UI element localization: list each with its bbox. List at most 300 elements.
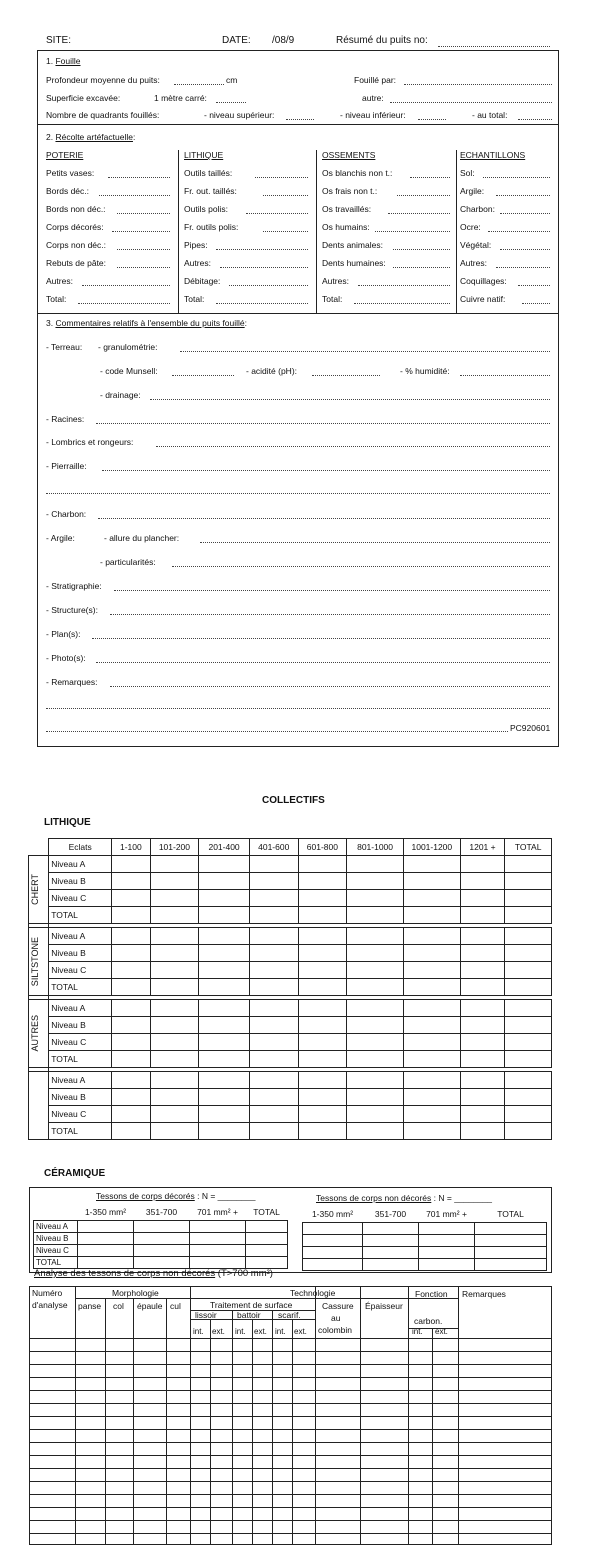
data-cell[interactable]: [403, 907, 460, 924]
data-cell[interactable]: [505, 1089, 552, 1106]
niveau-sup-label: - niveau supérieur:: [204, 110, 275, 120]
data-cell[interactable]: [460, 1123, 505, 1140]
form-code: PC920601: [510, 723, 551, 733]
data-cell[interactable]: [505, 890, 552, 907]
data-cell[interactable]: [363, 1223, 419, 1235]
table-row: [29, 1051, 552, 1068]
data-cell[interactable]: [505, 1106, 552, 1123]
data-cell[interactable]: [303, 1247, 363, 1259]
data-cell[interactable]: [249, 1072, 298, 1089]
data-cell[interactable]: [150, 856, 199, 873]
data-cell[interactable]: [475, 1259, 547, 1271]
recolte-item-field[interactable]: [112, 231, 170, 232]
data-cell[interactable]: [112, 1089, 151, 1106]
allure-field[interactable]: [200, 542, 550, 543]
au-total-label: - au total:: [472, 110, 508, 120]
data-cell[interactable]: [419, 1235, 475, 1247]
data-cell[interactable]: [246, 1233, 288, 1245]
data-cell[interactable]: [505, 1123, 552, 1140]
ext-label: ext.: [435, 1327, 448, 1336]
data-cell[interactable]: [112, 1051, 151, 1068]
data-cell[interactable]: [249, 1051, 298, 1068]
data-cell[interactable]: [199, 907, 250, 924]
data-cell[interactable]: [303, 1223, 363, 1235]
resume-field[interactable]: [438, 46, 550, 47]
data-cell[interactable]: [298, 1123, 347, 1140]
superficie-field[interactable]: [216, 102, 246, 103]
pierraille-field-2[interactable]: [46, 493, 550, 494]
data-cell[interactable]: [249, 890, 298, 907]
recolte-item-field[interactable]: [263, 195, 308, 196]
recolte-item-field[interactable]: [410, 177, 450, 178]
data-cell[interactable]: [347, 962, 404, 979]
data-cell[interactable]: [505, 1034, 552, 1051]
recolte-item-field[interactable]: [496, 267, 550, 268]
data-cell[interactable]: [298, 1072, 347, 1089]
data-cell[interactable]: [303, 1259, 363, 1271]
data-cell[interactable]: [112, 962, 151, 979]
data-cell[interactable]: [112, 907, 151, 924]
fouille-par-field[interactable]: [404, 84, 552, 85]
data-cell[interactable]: [112, 945, 151, 962]
recolte-item-field[interactable]: [108, 177, 170, 178]
data-cell[interactable]: [249, 1123, 298, 1140]
stratigraphie-field[interactable]: [114, 590, 550, 591]
data-cell[interactable]: [150, 1017, 199, 1034]
recolte-item-field[interactable]: [229, 285, 308, 286]
data-cell[interactable]: [505, 1072, 552, 1089]
recolte-item-label: Autres:: [184, 258, 211, 268]
data-cell[interactable]: [505, 907, 552, 924]
recolte-item-field[interactable]: [216, 249, 308, 250]
data-cell[interactable]: [505, 1051, 552, 1068]
data-cell[interactable]: [347, 1000, 404, 1017]
terreau-label: - Terreau:: [46, 342, 83, 352]
data-cell[interactable]: [199, 979, 250, 996]
row-label: Niveau B: [49, 1089, 112, 1106]
range-header: 801-1000: [347, 839, 404, 856]
data-cell[interactable]: [134, 1221, 190, 1233]
data-cell[interactable]: [303, 1235, 363, 1247]
data-cell[interactable]: [298, 1017, 347, 1034]
data-cell[interactable]: [199, 1000, 250, 1017]
recolte-item-field[interactable]: [117, 267, 171, 268]
data-cell[interactable]: [190, 1233, 246, 1245]
data-cell[interactable]: [150, 1123, 199, 1140]
data-cell[interactable]: [347, 856, 404, 873]
data-cell[interactable]: [403, 962, 460, 979]
grid-line: [190, 1298, 408, 1299]
racines-label: - Racines:: [46, 414, 85, 424]
data-cell[interactable]: [246, 1257, 288, 1269]
data-cell[interactable]: [403, 1017, 460, 1034]
data-cell[interactable]: [298, 856, 347, 873]
data-cell[interactable]: [150, 928, 199, 945]
data-cell[interactable]: [403, 873, 460, 890]
recolte-item-label: Cuivre natif:: [460, 294, 506, 304]
data-cell[interactable]: [475, 1223, 547, 1235]
data-cell[interactable]: [298, 962, 347, 979]
data-cell[interactable]: [249, 1017, 298, 1034]
data-cell[interactable]: [199, 1051, 250, 1068]
data-cell[interactable]: [298, 1034, 347, 1051]
data-cell[interactable]: [298, 928, 347, 945]
data-cell[interactable]: [505, 856, 552, 873]
data-cell[interactable]: [460, 1089, 505, 1106]
data-cell[interactable]: [199, 890, 250, 907]
data-cell[interactable]: [249, 928, 298, 945]
granulo-field[interactable]: [180, 351, 550, 352]
data-cell[interactable]: [249, 979, 298, 996]
data-cell[interactable]: [460, 1051, 505, 1068]
humidite-field[interactable]: [460, 375, 550, 376]
analyse-row-line: [29, 1351, 552, 1352]
data-cell[interactable]: [150, 1106, 199, 1123]
recolte-item-label: Dents humaines:: [322, 258, 386, 268]
data-cell[interactable]: [249, 1000, 298, 1017]
data-cell[interactable]: [505, 979, 552, 996]
particularites-field[interactable]: [172, 566, 550, 567]
recolte-item-field[interactable]: [388, 213, 450, 214]
data-cell[interactable]: [403, 1072, 460, 1089]
particularites-label: - particularités:: [100, 557, 156, 567]
data-cell[interactable]: [460, 890, 505, 907]
recolte-item-field[interactable]: [82, 285, 170, 286]
data-cell[interactable]: [403, 1089, 460, 1106]
data-cell[interactable]: [78, 1257, 134, 1269]
recolte-item-label: Os blanchis non t.:: [322, 168, 393, 178]
data-cell[interactable]: [460, 962, 505, 979]
data-cell[interactable]: [112, 1000, 151, 1017]
row-label: Niveau C: [34, 1245, 78, 1257]
recolte-item-field[interactable]: [354, 303, 450, 304]
data-cell[interactable]: [419, 1247, 475, 1259]
acidite-field[interactable]: [312, 375, 380, 376]
data-cell[interactable]: [460, 1017, 505, 1034]
data-cell[interactable]: [403, 928, 460, 945]
row-label: Niveau A: [49, 1000, 112, 1017]
data-cell[interactable]: [199, 1017, 250, 1034]
data-cell[interactable]: [460, 856, 505, 873]
data-cell[interactable]: [298, 1089, 347, 1106]
data-cell[interactable]: [475, 1235, 547, 1247]
niveau-sup-field[interactable]: [286, 119, 314, 120]
recolte-item-label: Charbon:: [460, 204, 495, 214]
data-cell[interactable]: [199, 1034, 250, 1051]
recolte-item-label: Pipes:: [184, 240, 208, 250]
analyse-col-divider: [432, 1328, 433, 1545]
data-cell[interactable]: [199, 873, 250, 890]
recolte-item-field[interactable]: [518, 285, 550, 286]
data-cell[interactable]: [112, 890, 151, 907]
profondeur-field[interactable]: [174, 84, 224, 85]
data-cell[interactable]: [347, 1106, 404, 1123]
data-cell[interactable]: [78, 1245, 134, 1257]
autre-field[interactable]: [390, 102, 552, 103]
recolte-item-field[interactable]: [99, 195, 170, 196]
data-cell[interactable]: [134, 1257, 190, 1269]
data-cell[interactable]: [403, 1051, 460, 1068]
plan-label: - Plan(s):: [46, 629, 81, 639]
data-cell[interactable]: [347, 1034, 404, 1051]
data-cell[interactable]: [460, 945, 505, 962]
data-cell[interactable]: [199, 1089, 250, 1106]
data-cell[interactable]: [403, 979, 460, 996]
data-cell[interactable]: [419, 1223, 475, 1235]
superficie-value: 1 mètre carré:: [154, 93, 207, 103]
profondeur-unit: cm: [226, 75, 238, 85]
pierraille-field[interactable]: [102, 470, 550, 471]
recolte-item-label: Dents animales:: [322, 240, 383, 250]
data-cell[interactable]: [505, 873, 552, 890]
data-cell[interactable]: [199, 1123, 250, 1140]
recolte-item-label: Fr. out. taillés:: [184, 186, 237, 196]
data-cell[interactable]: [460, 907, 505, 924]
size-col-header: 1-350 mm²: [84, 1207, 127, 1217]
data-cell[interactable]: [112, 1123, 151, 1140]
data-cell[interactable]: [150, 907, 199, 924]
data-cell[interactable]: [134, 1233, 190, 1245]
date-value: /08/9: [272, 35, 295, 46]
recolte-item-field[interactable]: [496, 195, 550, 196]
data-cell[interactable]: [298, 1000, 347, 1017]
autre-label: autre:: [362, 93, 384, 103]
recolte-item-field[interactable]: [220, 267, 308, 268]
data-cell[interactable]: [363, 1247, 419, 1259]
data-cell[interactable]: [150, 1072, 199, 1089]
table-row: [34, 1233, 288, 1245]
data-cell[interactable]: [298, 890, 347, 907]
au-total-field[interactable]: [518, 119, 552, 120]
recolte-item-label: Total:: [184, 294, 205, 304]
decores-table: [33, 1204, 288, 1269]
pierraille-label: - Pierraille:: [46, 461, 87, 471]
corner-cell: [29, 839, 49, 856]
data-cell[interactable]: [150, 962, 199, 979]
data-cell[interactable]: [199, 1106, 250, 1123]
data-cell[interactable]: [112, 928, 151, 945]
recolte-item-field[interactable]: [78, 303, 170, 304]
data-cell[interactable]: [298, 945, 347, 962]
recolte-item-field[interactable]: [375, 231, 450, 232]
recolte-item-field[interactable]: [393, 267, 451, 268]
section-1-title: 1. Fouille: [46, 56, 81, 66]
charbon-field[interactable]: [98, 518, 550, 519]
row-label: TOTAL: [34, 1257, 78, 1269]
data-cell[interactable]: [403, 856, 460, 873]
data-cell[interactable]: [347, 1072, 404, 1089]
data-cell[interactable]: [347, 1051, 404, 1068]
table-row: [29, 1089, 552, 1106]
recolte-item-field[interactable]: [522, 303, 550, 304]
data-cell[interactable]: [505, 962, 552, 979]
plan-field[interactable]: [92, 638, 550, 639]
data-cell[interactable]: [199, 1072, 250, 1089]
data-cell[interactable]: [246, 1245, 288, 1257]
recolte-item-field[interactable]: [263, 231, 308, 232]
data-cell[interactable]: [190, 1257, 246, 1269]
photo-field[interactable]: [96, 662, 550, 663]
data-cell[interactable]: [150, 1034, 199, 1051]
data-cell[interactable]: [112, 856, 151, 873]
data-cell[interactable]: [403, 1034, 460, 1051]
data-cell[interactable]: [112, 979, 151, 996]
data-cell[interactable]: [249, 873, 298, 890]
data-cell[interactable]: [249, 856, 298, 873]
table-row: [29, 979, 552, 996]
data-cell[interactable]: [298, 1051, 347, 1068]
data-cell[interactable]: [505, 1017, 552, 1034]
data-cell[interactable]: [112, 873, 151, 890]
data-cell[interactable]: [363, 1259, 419, 1271]
col-divider: [456, 150, 457, 313]
data-cell[interactable]: [150, 873, 199, 890]
data-cell[interactable]: [249, 907, 298, 924]
remarques-field[interactable]: [110, 686, 550, 687]
data-cell[interactable]: [460, 928, 505, 945]
data-cell[interactable]: [298, 873, 347, 890]
data-cell[interactable]: [199, 945, 250, 962]
data-cell[interactable]: [112, 1072, 151, 1089]
data-cell[interactable]: [150, 890, 199, 907]
analyse-col-divider: [292, 1319, 293, 1545]
data-cell[interactable]: [150, 979, 199, 996]
data-cell[interactable]: [150, 1051, 199, 1068]
data-cell[interactable]: [298, 979, 347, 996]
divider: [37, 313, 559, 314]
recolte-item-label: Végétal:: [460, 240, 492, 250]
data-cell[interactable]: [78, 1221, 134, 1233]
analyse-row-line: [29, 1377, 552, 1378]
recolte-item-field[interactable]: [488, 231, 551, 232]
data-cell[interactable]: [249, 962, 298, 979]
data-cell[interactable]: [505, 1000, 552, 1017]
drainage-field[interactable]: [150, 399, 550, 400]
range-header: 201-400: [199, 839, 250, 856]
data-cell[interactable]: [347, 890, 404, 907]
data-cell[interactable]: [199, 928, 250, 945]
recolte-item-field[interactable]: [358, 285, 450, 286]
recolte-item-field[interactable]: [255, 177, 309, 178]
data-cell[interactable]: [249, 1106, 298, 1123]
data-cell[interactable]: [505, 945, 552, 962]
recolte-item-field[interactable]: [500, 249, 550, 250]
recolte-item-field[interactable]: [500, 213, 550, 214]
data-cell[interactable]: [347, 979, 404, 996]
data-cell[interactable]: [190, 1221, 246, 1233]
recolte-item-field[interactable]: [216, 303, 308, 304]
niveau-inf-field[interactable]: [418, 119, 446, 120]
lombrics-field[interactable]: [156, 446, 550, 447]
data-cell[interactable]: [460, 1106, 505, 1123]
range-header: 1201 +: [460, 839, 505, 856]
data-cell[interactable]: [112, 1017, 151, 1034]
data-cell[interactable]: [150, 1089, 199, 1106]
ext-label: ext.: [254, 1327, 267, 1336]
recolte-item-field[interactable]: [117, 213, 171, 214]
data-cell[interactable]: [78, 1233, 134, 1245]
recolte-item-field[interactable]: [483, 177, 550, 178]
data-cell[interactable]: [134, 1245, 190, 1257]
data-cell[interactable]: [150, 945, 199, 962]
data-cell[interactable]: [112, 1034, 151, 1051]
data-cell[interactable]: [403, 890, 460, 907]
data-cell[interactable]: [249, 945, 298, 962]
data-cell[interactable]: [460, 1072, 505, 1089]
data-cell[interactable]: [419, 1259, 475, 1271]
analyse-col-divider: [105, 1299, 106, 1545]
row-label: TOTAL: [49, 1051, 112, 1068]
table-header-row: [303, 1206, 547, 1223]
recolte-col-header: OSSEMENTS: [322, 150, 376, 160]
data-cell[interactable]: [460, 873, 505, 890]
analyse-col-divider: [252, 1319, 253, 1545]
resume-label: Résumé du puits no:: [336, 35, 428, 46]
data-cell[interactable]: [363, 1235, 419, 1247]
remarques-field-2[interactable]: [46, 708, 550, 709]
charbon-label: - Charbon:: [46, 509, 87, 519]
data-cell[interactable]: [505, 928, 552, 945]
data-cell[interactable]: [403, 1106, 460, 1123]
recolte-item-label: Autres:: [322, 276, 349, 286]
data-cell[interactable]: [460, 1034, 505, 1051]
data-cell[interactable]: [403, 945, 460, 962]
table-row: [29, 962, 552, 979]
data-cell[interactable]: [249, 1034, 298, 1051]
data-cell[interactable]: [199, 856, 250, 873]
data-cell[interactable]: [298, 907, 347, 924]
recolte-item-label: Autres:: [460, 258, 487, 268]
data-cell[interactable]: [403, 1123, 460, 1140]
recolte-item-field[interactable]: [393, 249, 451, 250]
data-cell[interactable]: [475, 1247, 547, 1259]
data-cell[interactable]: [249, 1089, 298, 1106]
data-cell[interactable]: [347, 873, 404, 890]
recolte-item-field[interactable]: [117, 249, 171, 250]
structure-field[interactable]: [110, 614, 550, 615]
data-cell[interactable]: [347, 928, 404, 945]
data-cell[interactable]: [347, 907, 404, 924]
recolte-item-label: Bords non déc.:: [46, 204, 106, 214]
munsell-field[interactable]: [172, 375, 234, 376]
data-cell[interactable]: [190, 1245, 246, 1257]
data-cell[interactable]: [298, 1106, 347, 1123]
data-cell[interactable]: [112, 1106, 151, 1123]
recolte-item-field[interactable]: [397, 195, 450, 196]
analyse-col-divider: [166, 1299, 167, 1545]
data-cell[interactable]: [150, 1000, 199, 1017]
recolte-item-field[interactable]: [246, 213, 308, 214]
analyse-row-line: [29, 1442, 552, 1443]
data-cell[interactable]: [403, 1000, 460, 1017]
data-cell[interactable]: [347, 1089, 404, 1106]
data-cell[interactable]: [347, 945, 404, 962]
data-cell[interactable]: [347, 1123, 404, 1140]
data-cell[interactable]: [460, 979, 505, 996]
data-cell[interactable]: [199, 962, 250, 979]
table-row: [303, 1223, 547, 1235]
data-cell[interactable]: [347, 1017, 404, 1034]
data-cell[interactable]: [246, 1221, 288, 1233]
remarques-field-3[interactable]: [46, 731, 508, 732]
data-cell[interactable]: [460, 1000, 505, 1017]
table-row: [303, 1247, 547, 1259]
morph-col-label: col: [113, 1301, 124, 1311]
recolte-item-label: Autres:: [46, 276, 73, 286]
scarif-label: scarif.: [278, 1310, 301, 1320]
analyse-row-line: [29, 1403, 552, 1404]
racines-field[interactable]: [96, 423, 550, 424]
